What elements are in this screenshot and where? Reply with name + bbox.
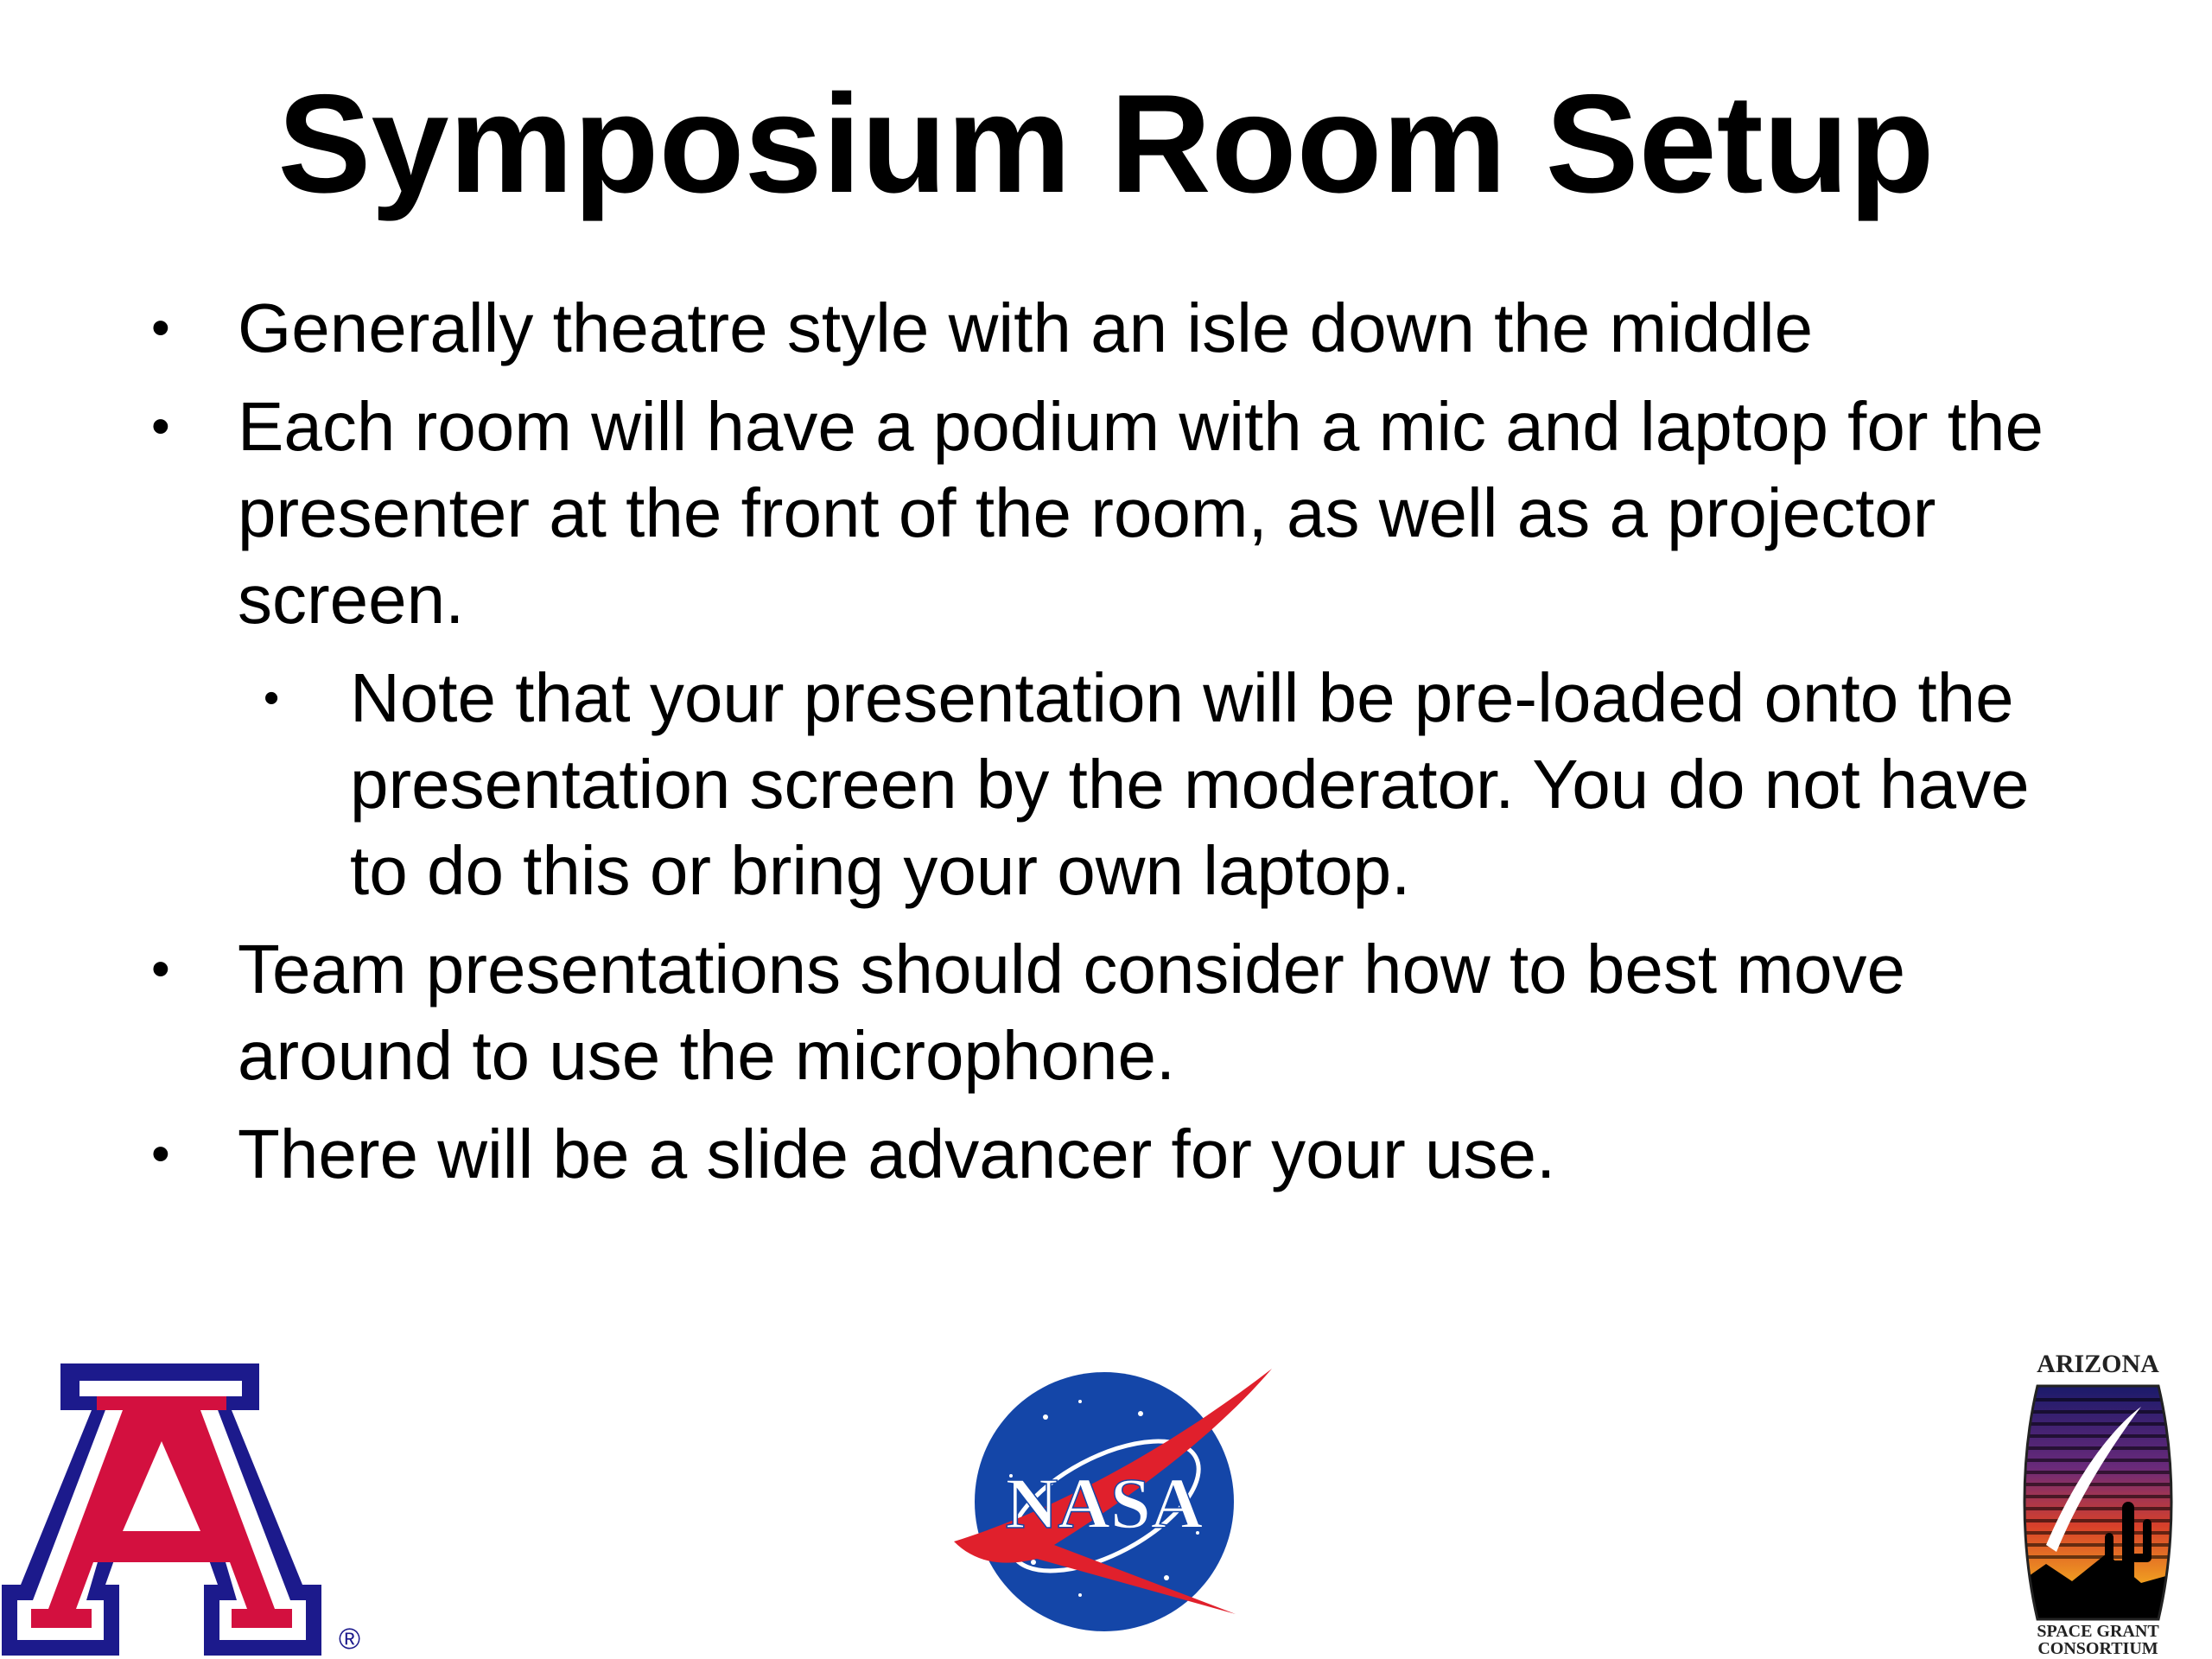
nasa-logo bbox=[950, 1363, 1279, 1642]
university-of-arizona-logo bbox=[0, 1358, 363, 1659]
arizona-space-grant-logo bbox=[2012, 1338, 2184, 1659]
asgc-bottom-line2: CONSORTIUM bbox=[2037, 1639, 2158, 1658]
nasa-wordmark: NASA bbox=[1005, 1464, 1204, 1544]
registered-mark: ® bbox=[339, 1623, 361, 1656]
bullet-text: Each room will have a podium with a mic and laptop for the presenter at the front of the room, as well as a projector screen. bbox=[238, 388, 2044, 638]
bullet-item bbox=[0, 384, 2052, 643]
bullet-dot: • bbox=[151, 397, 170, 456]
asgc-sunset-panel bbox=[2012, 1386, 2184, 1619]
bullet-item bbox=[0, 1111, 2052, 1198]
asgc-top-text: ARIZONA bbox=[2037, 1350, 2159, 1378]
bullet-text: Team presentations should consider how to best move around to use the microphone. bbox=[238, 931, 1905, 1094]
bullet-item bbox=[0, 285, 2052, 372]
bullet-text: There will be a slide advancer for your use. bbox=[238, 1116, 1556, 1192]
bullet-dot: • bbox=[151, 298, 170, 358]
bullet-list bbox=[0, 285, 2212, 1210]
bullet-dot: • bbox=[151, 1124, 170, 1184]
asgc-bottom-line1: SPACE GRANT bbox=[2037, 1622, 2159, 1641]
bullet-item bbox=[0, 926, 2052, 1099]
bullet-text: Generally theatre style with an isle down the middle bbox=[238, 289, 1814, 366]
bullet-text: Note that your presentation will be pre-loaded onto the presentation screen by the moderator. You do not have to do this or bring your own laptop. bbox=[350, 659, 2030, 909]
slide-title: Symposium Room Setup bbox=[277, 66, 1935, 222]
sub-bullet-item bbox=[0, 655, 2078, 914]
bullet-dot: • bbox=[264, 673, 280, 723]
bullet-dot: • bbox=[151, 939, 170, 999]
